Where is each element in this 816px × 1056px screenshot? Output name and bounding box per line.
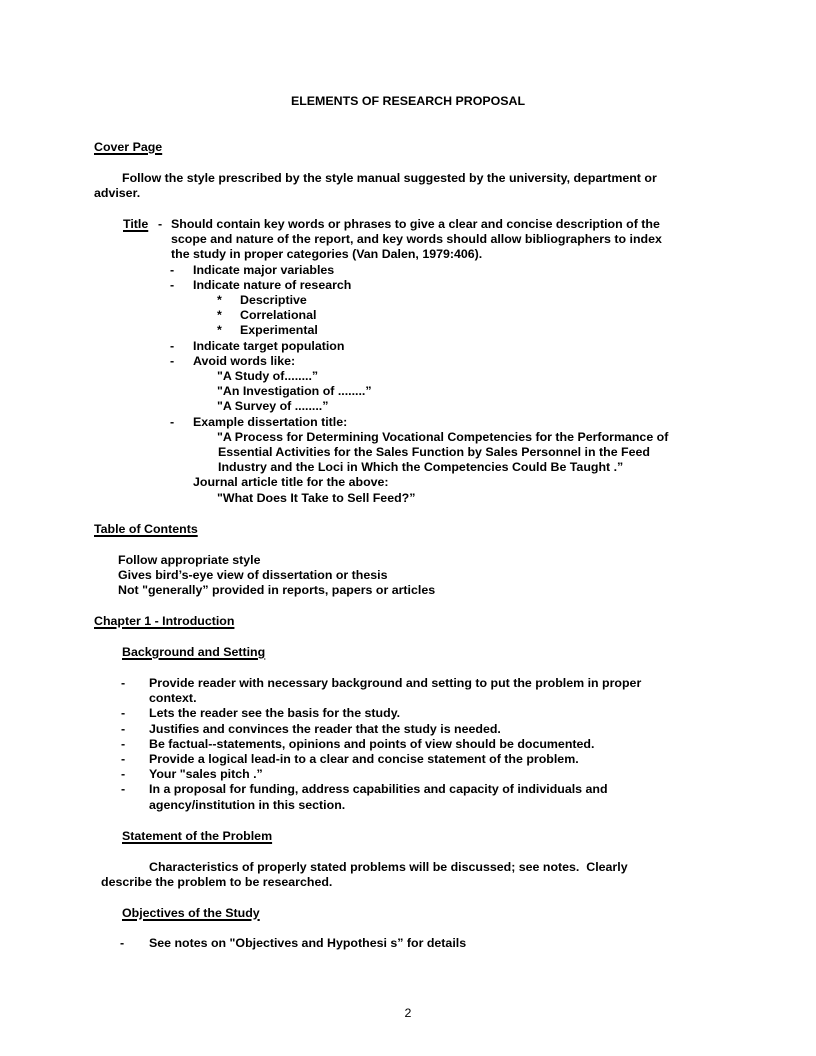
statement-paragraph-line: Characteristics of properly stated problems will be discussed; see notes. Clearly: [149, 860, 628, 874]
bullet-line: Descriptive: [240, 293, 307, 307]
quote-line: "A Survey of ........”: [217, 399, 329, 414]
dash-bullet-marker: -: [121, 676, 126, 690]
section-heading-table-of-contents: Table of Contents: [94, 522, 198, 536]
dash-bullet-marker: -: [121, 752, 126, 766]
journal-label-line: Journal article title for the above:: [193, 475, 389, 490]
subsection-heading-background: Background and Setting: [122, 645, 266, 659]
quote-line: "An Investigation of ........”: [217, 384, 372, 399]
section-heading-cover-page: Cover Page: [94, 140, 163, 154]
toc-line: Gives bird’s-eye view of dissertation or thesis: [118, 568, 388, 583]
bullet-line: In a proposal for funding, address capabilities and capacity of individuals and: [149, 782, 608, 797]
title-body-line: the study in proper categories (Van Dalen, 1979:406).: [171, 247, 483, 262]
subsection-heading-statement: Statement of the Problem: [122, 829, 273, 843]
dash-bullet-marker: -: [121, 782, 126, 797]
dash-bullet-marker: -: [121, 767, 126, 782]
bullet-line: Your "sales pitch .”: [149, 767, 263, 782]
star-bullet-marker: *: [217, 323, 222, 338]
bullet-line: agency/institution in this section.: [149, 797, 346, 812]
dash-bullet-marker: -: [170, 262, 175, 277]
dash-separator: -: [158, 217, 163, 231]
bullet-line: Example dissertation title:: [193, 414, 348, 429]
dash-bullet-marker: -: [120, 936, 125, 950]
bullet-line: Provide reader with necessary background and setting to put the problem in proper: [149, 676, 642, 690]
bullet-line: Avoid words like:: [193, 353, 296, 368]
dash-bullet-marker: -: [121, 706, 126, 721]
dash-bullet-marker: -: [121, 721, 126, 736]
toc-line: Follow appropriate style: [118, 553, 261, 567]
bullet-line: Indicate target population: [193, 338, 345, 353]
quote-line: Essential Activities for the Sales Function by Sales Personnel in the Feed: [218, 445, 650, 459]
quote-line: Industry and the Loci in Which the Competencies Could Be Taught .”: [218, 460, 624, 475]
bullet-line: context.: [149, 691, 197, 706]
subsection-heading-objectives: Objectives of the Study: [122, 906, 260, 920]
bullet-line: Justifies and convinces the reader that the study is needed.: [149, 721, 501, 736]
quote-line: "What Does It Take to Sell Feed?”: [217, 490, 416, 505]
bullet-line: Indicate nature of research: [193, 277, 352, 292]
dash-bullet-marker: -: [121, 736, 126, 751]
title-item-label: Title: [123, 217, 149, 231]
dash-bullet-marker: -: [170, 277, 175, 292]
cover-paragraph-line: Follow the style prescribed by the style manual suggested by the university, department or: [122, 171, 657, 185]
page-number: 2: [404, 1006, 412, 1020]
section-heading-chapter-1: Chapter 1 - Introduction: [94, 614, 235, 628]
quote-line: "A Process for Determining Vocational Competencies for the Performance of: [217, 429, 669, 444]
bullet-line: Lets the reader see the basis for the study.: [149, 706, 401, 721]
title-body-line: scope and nature of the report, and key words should allow bibliographers to index: [171, 232, 662, 247]
star-bullet-marker: *: [217, 308, 222, 323]
quote-line: "A Study of........”: [217, 369, 319, 383]
toc-line: Not "generally” provided in reports, papers or articles: [118, 583, 436, 598]
bullet-line: Be factual--statements, opinions and points of view should be documented.: [149, 736, 595, 751]
dash-bullet-marker: -: [170, 353, 175, 368]
bullet-line: See notes on "Objectives and Hypothesi s” for details: [149, 936, 467, 950]
star-bullet-marker: *: [217, 293, 222, 307]
bullet-line: Provide a logical lead-in to a clear and concise statement of the problem.: [149, 752, 579, 766]
statement-paragraph-line: describe the problem to be researched.: [101, 875, 333, 890]
bullet-line: Experimental: [240, 323, 318, 338]
title-body-line: Should contain key words or phrases to give a clear and concise description of the: [171, 217, 660, 231]
bullet-line: Correlational: [240, 308, 317, 323]
dash-bullet-marker: -: [170, 338, 175, 353]
dash-bullet-marker: -: [170, 414, 175, 429]
bullet-line: Indicate major variables: [193, 262, 335, 277]
document-title: ELEMENTS OF RESEARCH PROPOSAL: [290, 94, 526, 108]
cover-paragraph-line: adviser.: [94, 186, 141, 201]
